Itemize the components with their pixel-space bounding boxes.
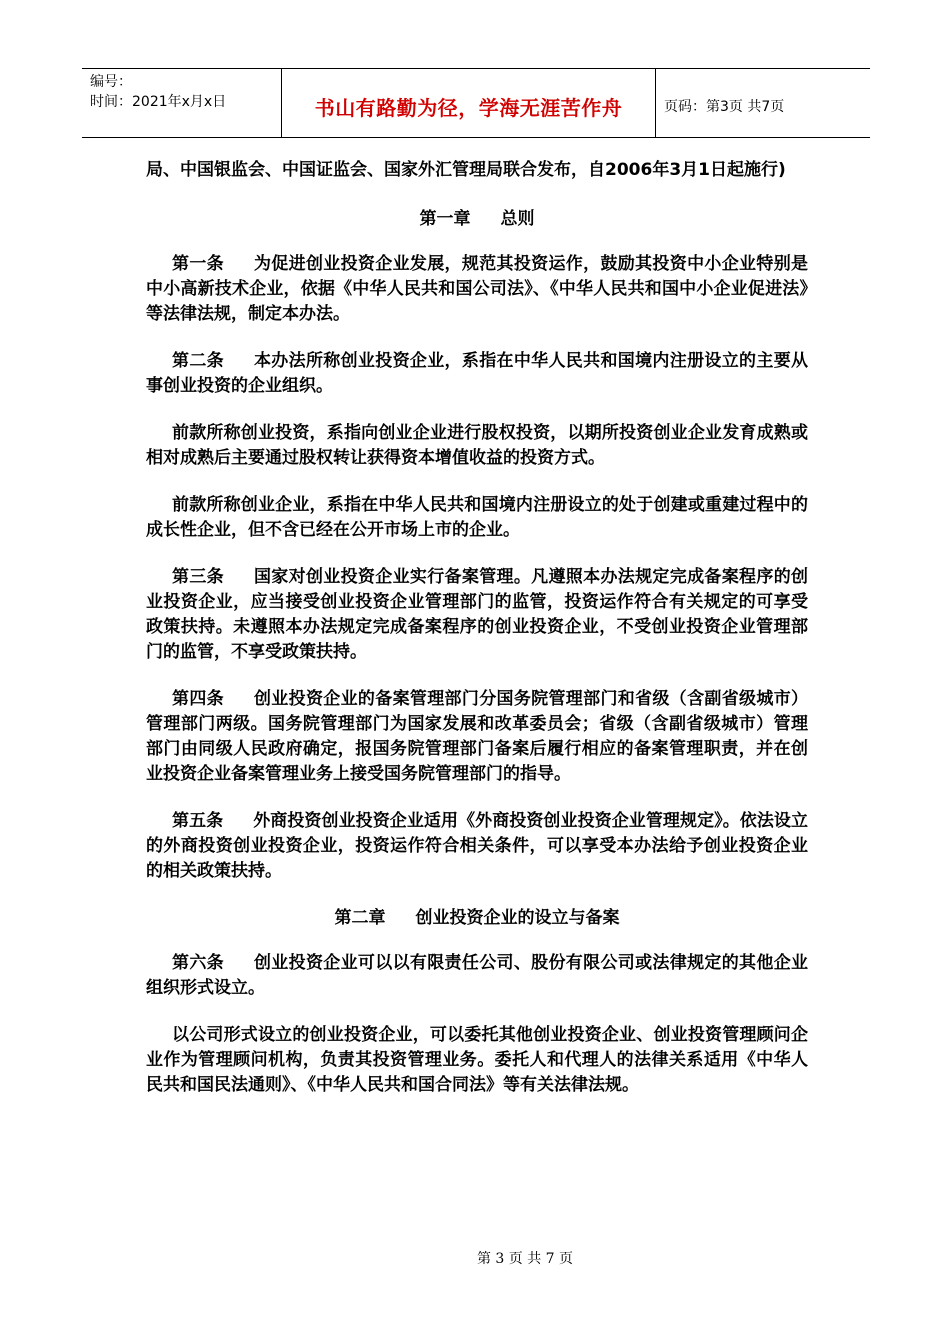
- chapter-heading-2: [146, 906, 808, 931]
- article-label: 第四条: [172, 689, 224, 709]
- header-motto-cell: [282, 69, 656, 137]
- intro-paragraph: 局、中国银监会、中国证监会、国家外汇管理局联合发布，自2006年3月1日起施行): [146, 160, 786, 180]
- document-date-label: 时间：2021年x月x日: [90, 94, 227, 110]
- chapter-number: 第一章: [419, 209, 471, 229]
- article-label: 第一条: [172, 254, 224, 274]
- header-meta: [82, 69, 282, 137]
- article-paragraph: [146, 349, 808, 399]
- article-label: 第五条: [172, 811, 224, 831]
- article-text: 国家对创业投资企业实行备案管理。凡遵照本办法规定完成备案程序的创业投资企业，应当接受创业投资企业管理部门的监管，投资运作符合有关规定的可享受政策扶持。未遵照本办法规定完成备案程序的创业投资企业，不受创业投资企业管理部门的监管，不享受政策扶持。: [146, 567, 809, 662]
- footer-page-number: 第 3 页 共 7 页: [476, 1251, 574, 1267]
- page-footer: [0, 1248, 950, 1268]
- article-paragraph: [146, 809, 808, 884]
- article-text: 外商投资创业投资企业适用《外商投资创业投资企业管理规定》。依法设立的外商投资创业投资企业，投资运作符合相关条件，可以享受本办法给予创业投资企业的相关政策扶持。: [146, 811, 809, 881]
- header-page-info-cell: [656, 69, 870, 137]
- article-text: 本办法所称创业投资企业，系指在中华人民共和国境内注册设立的主要从事创业投资的企业组织。: [146, 351, 809, 396]
- chapter-title: 创业投资企业的设立与备案: [415, 908, 620, 928]
- article-text: 为促进创业投资企业发展，规范其投资运作，鼓励其投资中小企业特别是中小高新技术企业，依据《中华人民共和国公司法》、《中华人民共和国中小企业促进法》等法律法规，制定本办法。: [146, 254, 809, 324]
- header-page-info: 页码：第3页 共7页: [664, 99, 785, 115]
- chapter-title: 总则: [500, 209, 535, 229]
- article-text: 创业投资企业可以以有限责任公司、股份有限公司或法律规定的其他企业组织形式设立。: [146, 953, 809, 998]
- article-paragraph: 前款所称创业投资，系指向创业企业进行股权投资，以期所投资创业企业发育成熟或相对成熟后主要通过股权转让获得资本增值收益的投资方式。: [146, 423, 808, 468]
- document-number-label: 编号：: [90, 74, 132, 90]
- article-paragraph: [146, 252, 808, 327]
- article-label: 第二条: [172, 351, 224, 371]
- article-text: 创业投资企业的备案管理部门分国务院管理部门和省级（含副省级城市）管理部门两级。国务院管理部门为国家发展和改革委员会；省级（含副省级城市）管理部门由同级人民政府确定，报国务院管理部门备案后履行相应的备案管理职责，并在创业投资企业备案管理业务上接受国务院管理部门的指导。: [146, 689, 809, 784]
- article-label: 第三条: [172, 567, 224, 587]
- chapter-number: 第二章: [334, 908, 386, 928]
- article-paragraph: [146, 951, 808, 1001]
- article-label: 第六条: [172, 953, 224, 973]
- article-paragraph: 以公司形式设立的创业投资企业，可以委托其他创业投资企业、创业投资管理顾问企业作为管理顾问机构，负责其投资管理业务。委托人和代理人的法律关系适用《中华人民共和国民法通则》、《中华人民共和国合同法》等有关法律法规。: [146, 1025, 808, 1095]
- article-paragraph: [146, 687, 808, 787]
- header-motto: 书山有路勤为径，学海无涯苦作舟: [314, 95, 623, 120]
- document-body: [146, 158, 808, 1120]
- chapter-heading-1: [146, 207, 808, 232]
- article-paragraph: 前款所称创业企业，系指在中华人民共和国境内注册设立的处于创建或重建过程中的成长性企业，但不含已经在公开市场上市的企业。: [146, 495, 808, 540]
- page-header: [82, 68, 870, 138]
- article-paragraph: [146, 565, 808, 665]
